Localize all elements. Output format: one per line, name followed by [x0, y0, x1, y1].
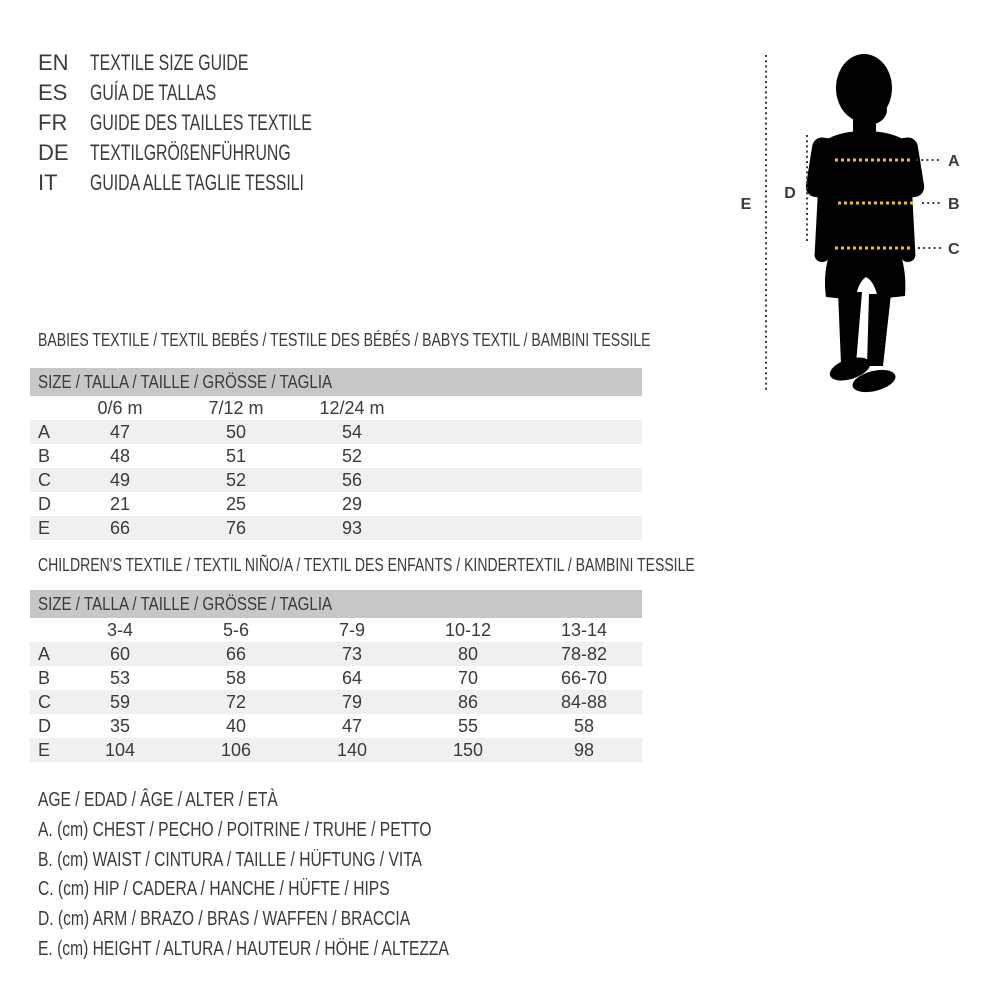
column-header: 12/24 m	[319, 397, 385, 418]
cell-value: 40	[225, 715, 247, 736]
cell-value: 93	[341, 517, 363, 538]
legend-text: E. (cm) HEIGHT / ALTURA / HAUTEUR / HÖHE / ALTEZZA	[38, 937, 449, 960]
cell-value: 73	[341, 643, 363, 664]
children-heading-text: CHILDREN'S TEXTILE / TEXTIL NIÑO/A / TEXTIL DES ENFANTS / KINDERTEXTIL / BAMBINI TESSILE	[38, 554, 695, 575]
language-row-fr	[38, 108, 398, 138]
table-row-d	[30, 714, 642, 738]
legend-text: AGE / EDAD / ÂGE / ALTER / ETÀ	[38, 789, 278, 812]
row-label: D	[38, 715, 51, 736]
figure-label-b: B	[948, 196, 960, 213]
legend-line-hip	[38, 875, 565, 905]
cell-value: 150	[452, 739, 484, 760]
table-row-b	[30, 666, 642, 690]
cell-value: 29	[341, 493, 363, 514]
cell-value: 80	[457, 643, 479, 664]
babies-heading-text: BABIES TEXTILE / TEXTIL BEBÉS / TESTILE DES BÉBÉS / BABYS TEXTIL / BAMBINI TESSILE	[38, 329, 651, 350]
row-label: C	[38, 469, 51, 490]
children-size-header-bar	[30, 590, 642, 618]
cell-value: 47	[341, 715, 363, 736]
language-code: FR	[38, 110, 68, 135]
babies-size-table	[30, 368, 642, 540]
children-column-header-row	[30, 618, 642, 642]
cell-value: 78-82	[560, 643, 608, 664]
cell-value: 72	[225, 691, 247, 712]
cell-value: 70	[457, 667, 479, 688]
figure-label-e: E	[740, 196, 752, 213]
language-title-list	[38, 48, 398, 198]
table-row-a	[30, 642, 642, 666]
language-code: IT	[38, 170, 58, 195]
cell-value: 106	[220, 739, 252, 760]
cell-value: 140	[336, 739, 368, 760]
cell-value: 54	[341, 421, 363, 442]
cell-value: 52	[341, 445, 363, 466]
cell-value: 76	[225, 517, 247, 538]
row-label: E	[38, 739, 51, 760]
cell-value: 58	[573, 715, 595, 736]
cell-value: 98	[573, 739, 595, 760]
cell-value: 104	[104, 739, 136, 760]
legend-line-chest	[38, 816, 565, 846]
measurement-legend	[38, 786, 565, 964]
cell-value: 50	[225, 421, 247, 442]
legend-text: C. (cm) HIP / CADERA / HANCHE / HÜFTE / HIPS	[38, 878, 390, 901]
column-header: 5-6	[222, 619, 249, 640]
row-label: A	[38, 643, 51, 664]
figure-label-c: C	[948, 241, 960, 258]
babies-size-header-bar	[30, 368, 642, 396]
legend-text: B. (cm) WAIST / CINTURA / TAILLE / HÜFTUNG / VITA	[38, 848, 422, 871]
cell-value: 56	[341, 469, 363, 490]
cell-value: 59	[109, 691, 131, 712]
children-section-heading	[38, 553, 880, 577]
legend-line-height	[38, 934, 565, 964]
babies-column-header-row	[30, 396, 642, 420]
row-label: D	[38, 493, 51, 514]
cell-value: 35	[109, 715, 131, 736]
cell-value: 86	[457, 691, 479, 712]
cell-value: 48	[109, 445, 131, 466]
column-header: 3-4	[106, 619, 133, 640]
column-header: 13-14	[560, 619, 608, 640]
cell-value: 84-88	[560, 691, 608, 712]
cell-value: 66-70	[560, 667, 608, 688]
language-title: TEXTILE SIZE GUIDE	[90, 50, 249, 75]
language-row-de	[38, 138, 398, 168]
language-code: DE	[38, 140, 69, 165]
legend-line-age	[38, 786, 565, 816]
row-label: A	[38, 421, 51, 442]
legend-text: D. (cm) ARM / BRAZO / BRAS / WAFFEN / BRACCIA	[38, 908, 411, 931]
column-header: 0/6 m	[97, 397, 143, 418]
column-header: 10-12	[444, 619, 492, 640]
row-label: C	[38, 691, 51, 712]
table-row-c	[30, 468, 642, 492]
size-header-label: SIZE / TALLA / TAILLE / GRÖSSE / TAGLIA	[38, 371, 333, 392]
cell-value: 52	[225, 469, 247, 490]
figure-label-a: A	[948, 153, 960, 170]
cell-value: 21	[109, 493, 131, 514]
language-title: GUIDE DES TAILLES TEXTILE	[90, 110, 312, 135]
cell-value: 47	[109, 421, 131, 442]
table-row-b	[30, 444, 642, 468]
cell-value: 66	[109, 517, 131, 538]
cell-value: 25	[225, 493, 247, 514]
language-row-es	[38, 78, 398, 108]
row-label: B	[38, 667, 51, 688]
language-row-en	[38, 48, 398, 78]
column-header: 7/12 m	[208, 397, 264, 418]
cell-value: 64	[341, 667, 363, 688]
cell-value: 66	[225, 643, 247, 664]
cell-value: 49	[109, 469, 131, 490]
cell-value: 60	[109, 643, 131, 664]
cell-value: 55	[457, 715, 479, 736]
row-label: B	[38, 445, 51, 466]
cell-value: 58	[225, 667, 247, 688]
language-code: EN	[38, 50, 69, 75]
legend-line-waist	[38, 845, 565, 875]
table-row-c	[30, 690, 642, 714]
table-row-a	[30, 420, 642, 444]
babies-section-heading	[38, 328, 823, 352]
figure-label-d: D	[784, 185, 796, 202]
language-code: ES	[38, 80, 68, 105]
table-row-e	[30, 738, 642, 762]
language-title: GUÍA DE TALLAS	[90, 80, 217, 105]
table-row-d	[30, 492, 642, 516]
cell-value: 53	[109, 667, 131, 688]
language-row-it	[38, 168, 398, 198]
row-label: E	[38, 517, 51, 538]
cell-value: 51	[225, 445, 247, 466]
size-header-label: SIZE / TALLA / TAILLE / GRÖSSE / TAGLIA	[38, 593, 333, 614]
children-size-table	[30, 590, 642, 762]
language-title: GUIDA ALLE TAGLIE TESSILI	[90, 170, 304, 195]
legend-text: A. (cm) CHEST / PECHO / POITRINE / TRUHE / PETTO	[38, 819, 432, 842]
legend-line-arm	[38, 905, 565, 935]
column-header: 7-9	[338, 619, 365, 640]
language-title: TEXTILGRÖßENFÜHRUNG	[90, 140, 291, 165]
cell-value: 79	[341, 691, 363, 712]
table-row-e	[30, 516, 642, 540]
